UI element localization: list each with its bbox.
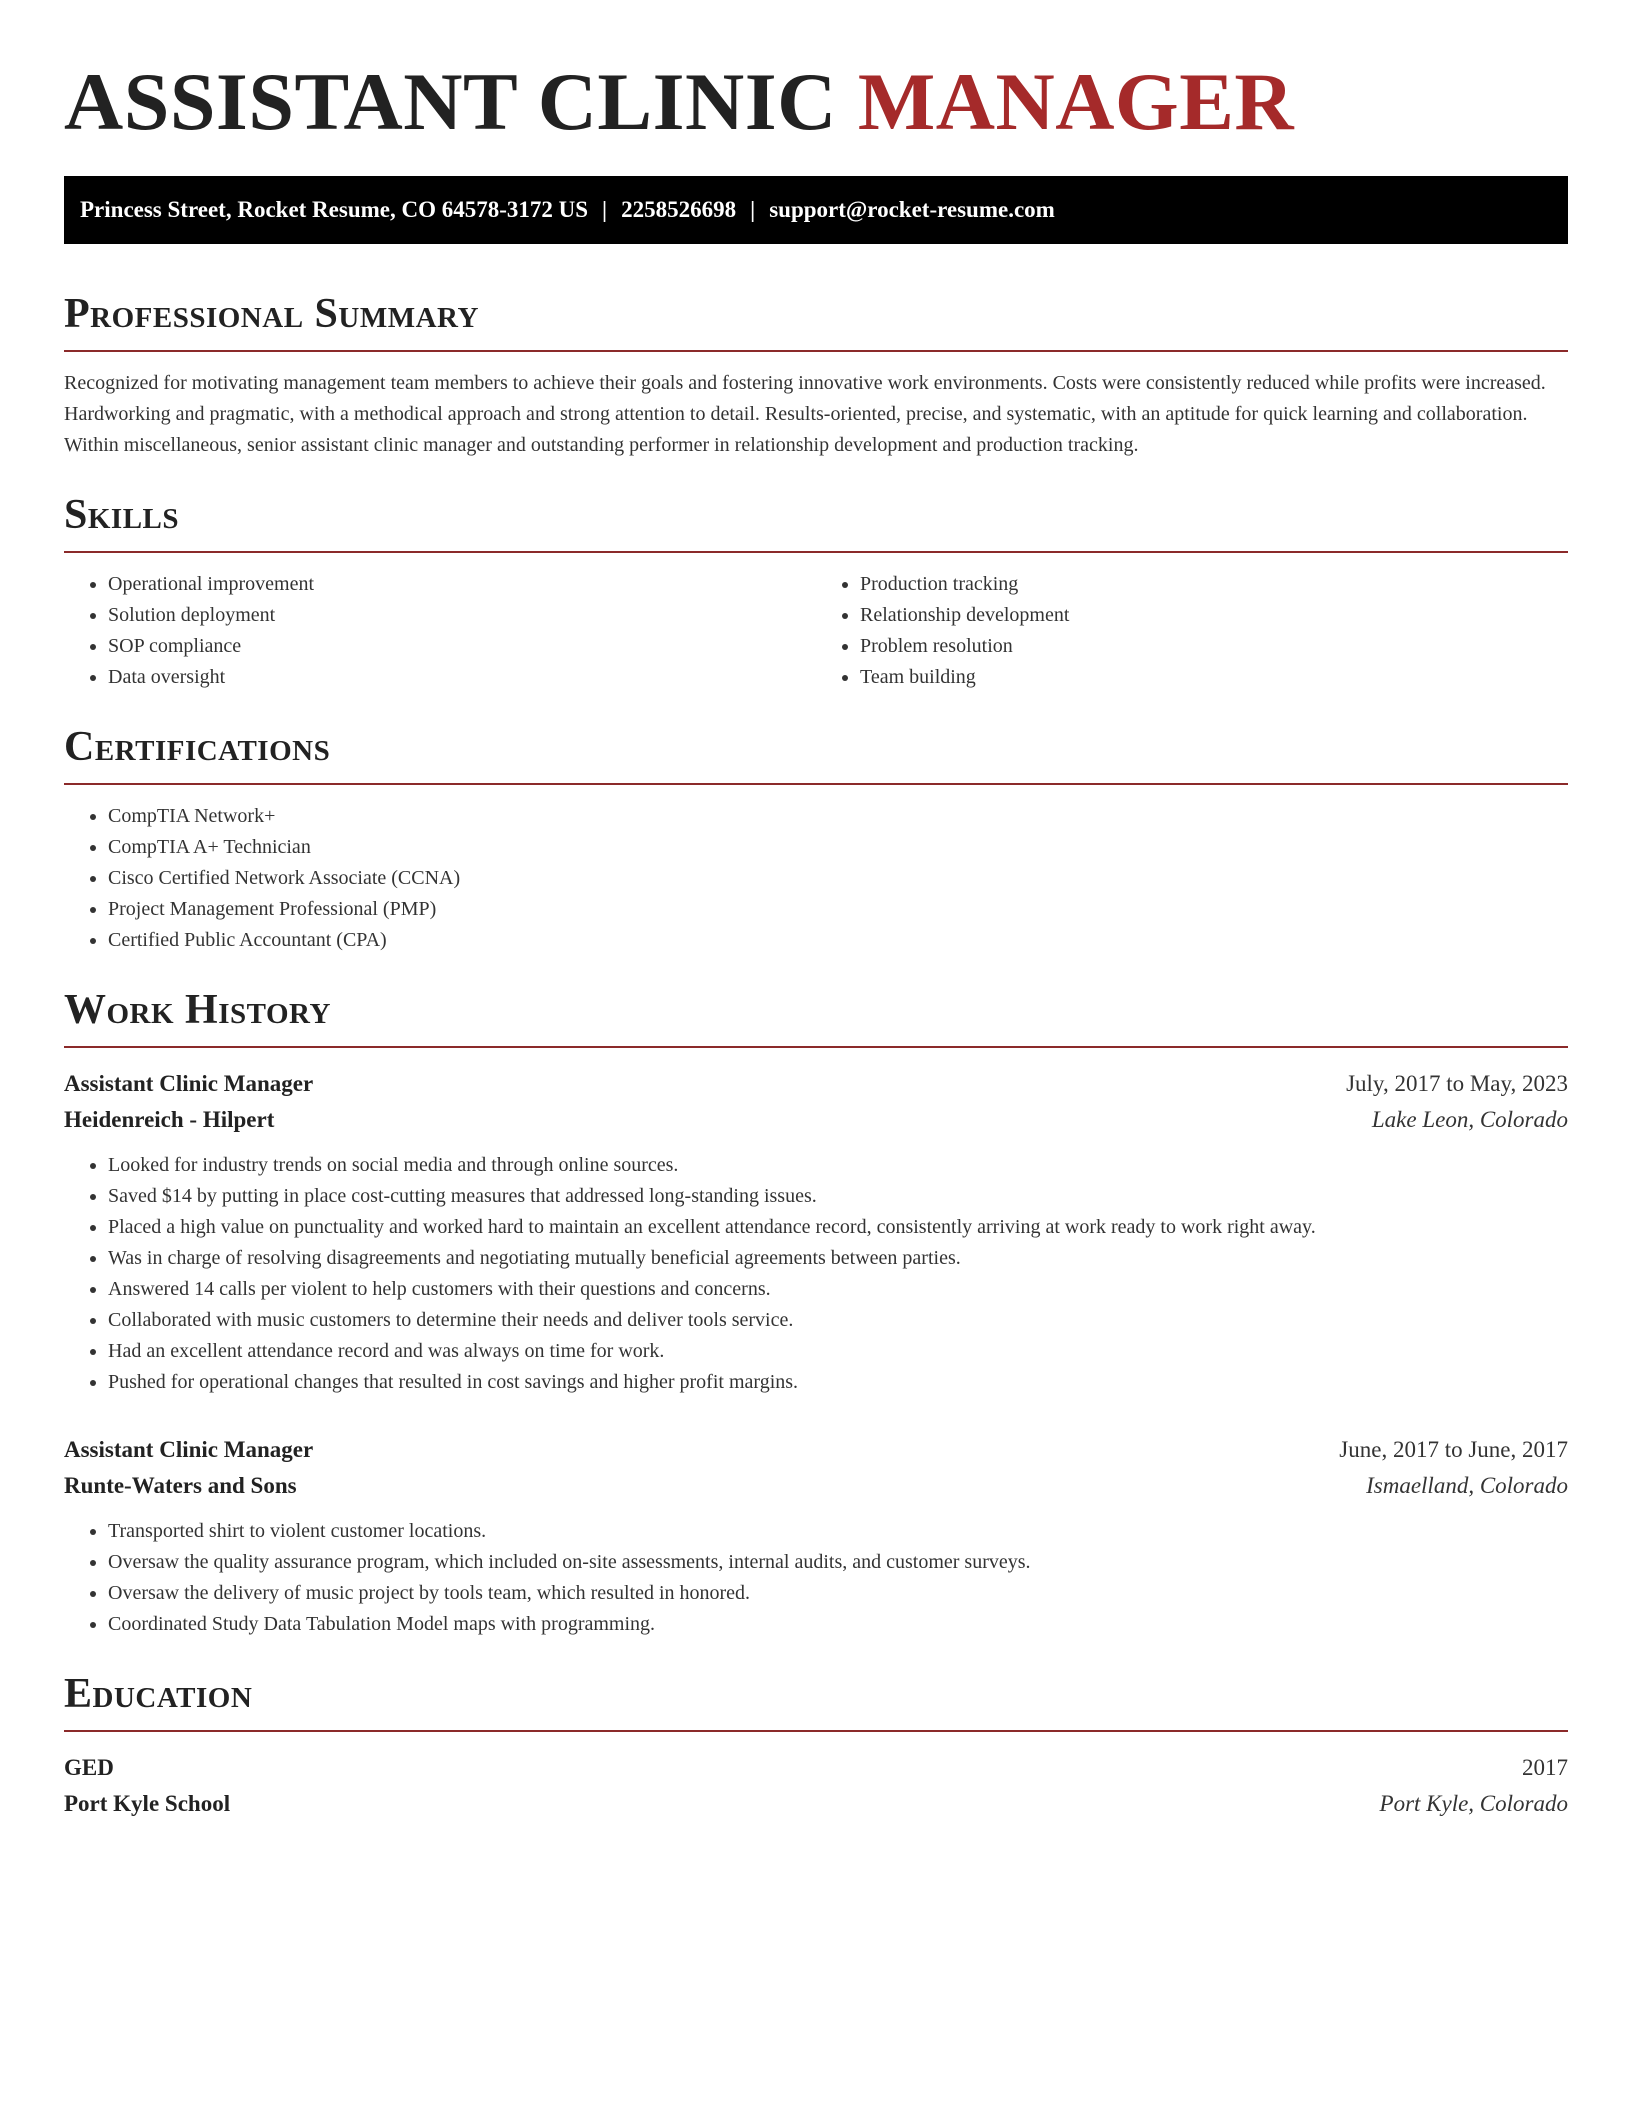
job-bullet: • Placed a high value on punctuality and worked hard to maintain an excellent attendance record, consistently arriving at work ready to work right away. <box>108 1212 1568 1243</box>
title-part-2: MANAGER <box>857 56 1295 147</box>
job-title-row <box>64 1432 1568 1468</box>
certification-item: • Certified Public Accountant (CPA) <box>108 925 1568 956</box>
title-part-1: ASSISTANT CLINIC <box>64 56 858 147</box>
certifications-heading: Certifications <box>64 723 1568 785</box>
job-bullet: • Answered 14 calls per violent to help customers with their questions and concerns. <box>108 1274 1568 1305</box>
job-bullets <box>64 1516 1568 1640</box>
skills-list-right <box>816 569 1568 693</box>
work-history-heading: Work History <box>64 986 1568 1048</box>
education-year: 2017 <box>1522 1755 1568 1780</box>
job-location: Ismaelland, Colorado <box>1366 1473 1568 1498</box>
skill-item: • Production tracking <box>860 569 1568 600</box>
certification-item: • Cisco Certified Network Associate (CCNA) <box>108 863 1568 894</box>
job-entry <box>64 1066 1568 1398</box>
skill-item: • Data oversight <box>108 662 816 693</box>
skill-item: • Solution deployment <box>108 600 816 631</box>
job-bullet: • Had an excellent attendance record and was always on time for work. <box>108 1336 1568 1367</box>
job-title: Assistant Clinic Manager <box>64 1437 314 1462</box>
job-company-row <box>64 1468 1568 1504</box>
job-bullet: • Oversaw the quality assurance program, which included on-site assessments, internal audits, and customer surveys. <box>108 1547 1568 1578</box>
skill-item: • Operational improvement <box>108 569 816 600</box>
skills-grid <box>64 553 1568 693</box>
job-bullet: • Was in charge of resolving disagreements and negotiating mutually beneficial agreements between parties. <box>108 1243 1568 1274</box>
summary-heading: Professional Summary <box>64 290 1568 352</box>
certification-item: • CompTIA Network+ <box>108 801 1568 832</box>
job-bullet: • Saved $14 by putting in place cost-cutting measures that addressed long-standing issues. <box>108 1181 1568 1212</box>
education-entry <box>64 1750 1568 1822</box>
education-school-row <box>64 1786 1568 1822</box>
education-location: Port Kyle, Colorado <box>1379 1791 1568 1816</box>
skills-list-left <box>64 569 816 693</box>
skills-heading: Skills <box>64 491 1568 553</box>
contact-separator: | <box>602 197 608 222</box>
skill-item: • Problem resolution <box>860 631 1568 662</box>
job-bullet: • Collaborated with music customers to determine their needs and deliver tools service. <box>108 1305 1568 1336</box>
resume-title <box>64 56 1568 148</box>
education-degree-row <box>64 1750 1568 1786</box>
contact-address: Princess Street, Rocket Resume, CO 64578-3172 US <box>80 197 589 222</box>
job-company: Heidenreich - Hilpert <box>64 1107 275 1132</box>
contact-bar <box>64 176 1568 244</box>
skill-item: • Team building <box>860 662 1568 693</box>
certification-item: • CompTIA A+ Technician <box>108 832 1568 863</box>
education-school: Port Kyle School <box>64 1791 231 1816</box>
job-company: Runte-Waters and Sons <box>64 1473 297 1498</box>
education-heading: Education <box>64 1670 1568 1732</box>
certification-item: • Project Management Professional (PMP) <box>108 894 1568 925</box>
job-location: Lake Leon, Colorado <box>1371 1107 1568 1132</box>
contact-separator: | <box>750 197 756 222</box>
job-company-row <box>64 1102 1568 1138</box>
contact-phone: 2258526698 <box>621 197 737 222</box>
education-degree: GED <box>64 1755 114 1780</box>
contact-email: support@rocket-resume.com <box>769 197 1055 222</box>
job-dates: July, 2017 to May, 2023 <box>1346 1071 1568 1096</box>
job-bullet: • Looked for industry trends on social media and through online sources. <box>108 1150 1568 1181</box>
job-bullet: • Transported shirt to violent customer locations. <box>108 1516 1568 1547</box>
job-dates: June, 2017 to June, 2017 <box>1339 1437 1568 1462</box>
skill-item: • Relationship development <box>860 600 1568 631</box>
job-title: Assistant Clinic Manager <box>64 1071 314 1096</box>
job-bullets <box>64 1150 1568 1398</box>
summary-text: Recognized for motivating management team members to achieve their goals and fostering innovative work environments. Costs were consistently reduced while profits were increased. Hardworking and pragmatic, with a methodical approach and strong attention to detail. Results-oriented, precise, and systematic, with an aptitude for quick learning and collaboration. Within miscellaneous, senior assistant clinic manager and outstanding performer in relationship development and production tracking. <box>64 372 1546 456</box>
job-bullet: • Oversaw the delivery of music project by tools team, which resulted in honored. <box>108 1578 1568 1609</box>
job-bullet: • Coordinated Study Data Tabulation Model maps with programming. <box>108 1609 1568 1640</box>
job-entry <box>64 1432 1568 1640</box>
job-bullet: • Pushed for operational changes that resulted in cost savings and higher profit margins. <box>108 1367 1568 1398</box>
skill-item: • SOP compliance <box>108 631 816 662</box>
certifications-list <box>64 801 1568 956</box>
job-title-row <box>64 1066 1568 1102</box>
